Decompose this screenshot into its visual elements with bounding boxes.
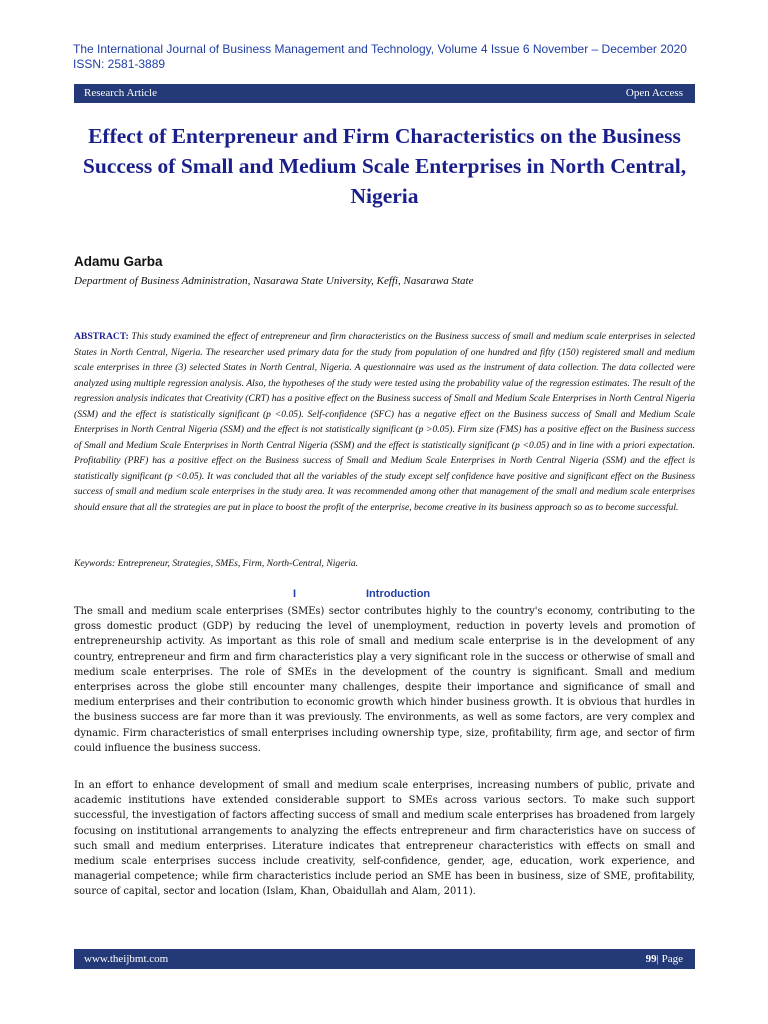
- page-footer: [74, 949, 695, 969]
- author-affiliation: Department of Business Administration, Nasarawa State University, Keffi, Nasarawa State: [74, 275, 474, 287]
- paper-title: Effect of Enterpreneur and Firm Characteristics on the Business Success of Small and Medium Scale Enterprises in North Central, Nigeria: [82, 124, 687, 208]
- journal-citation: The International Journal of Business Management and Technology, Volume 4 Issue 6 November – December 2020: [73, 42, 687, 56]
- section-number: I: [293, 588, 297, 600]
- article-type-bar: [74, 84, 695, 103]
- page-word: | Page: [656, 953, 683, 965]
- journal-header: [73, 42, 713, 72]
- body-paragraph: In an effort to enhance development of small and medium scale enterprises, increasing numbers of public, private and academic institutions have extended considerable support to SMEs across various sectors. To make such support successful, the investigation of factors affecting success of small and medium scale enterprises has broadened from largely focusing on institutional arrangements to analyzing the effects entrepreneur and firm characteristics have on success of such small and medium enterprises. Literature indicates that entrepreneur characteristics with effects on small and medium scale enterprises success include creativity, self-confidence, gender, age, education, work experience, and managerial competence; while firm characteristics include period an SME has been in business, size of SME, profitability, source of capital, sector and location (Islam, Khan, Obaidullah and Alam, 2011).: [74, 780, 695, 898]
- abstract-label: ABSTRACT:: [74, 331, 129, 342]
- website-link[interactable]: www.theijbmt.com: [84, 953, 169, 965]
- abstract-text: This study examined the effect of entrepreneur and firm characteristics on the Business success of small and medium scale enterprises in selected States in North Central, Nigeria. The researcher used primary data for the study from population of one hundred and fifty (150) registered small and medium scale enterprises in three (3) selected States in North Central, Nigeria. A questionnaire was used as the instrument of data collection. The data collected were analyzed using multiple regression analysis. Also, the hypotheses of the study were tested using the probability value of the regression estimates. The result of the regression analysis indicates that Creativity (CRT) has a positive effect on the Business success of Small and Medium Scale Enterprises in North Central Nigeria (SSM) and the effect is statistically significant (p <0.05). Self-confidence (SFC) has a negative effect on the Business success of Small and Medium Scale Enterprises in North Central Nigeria (SSM) and the effect is not statistically significant (p >0.05). Firm size (FMS) has a positive effect on the Business success of Small and Medium Scale Enterprises in North Central Nigeria (SSM) and the effect is statistically significant (p <0.05) and in line with a priori expectation. Profitability (PRF) has a positive effect on the Business success of Small and Medium Scale Enterprises in North Central Nigeria (SSM) and the effect is statistically significant (p <0.05). It was concluded that all the variables of the study except self confidence have positive and significant effect on the Business success of small and medium scale enterprises in the study area. It was recommended among other that management of the small and medium scale enterprises should ensure that all the strategies are put in place to boost the profit of the enterprise, become creative in its business approach so as to become successful.: [74, 331, 695, 514]
- keywords: Keywords: Entrepreneur, Strategies, SMEs, Firm, North-Central, Nigeria.: [74, 558, 359, 569]
- abstract: [74, 329, 695, 516]
- section-heading: Introduction: [366, 588, 431, 600]
- page-number: 99: [645, 953, 657, 965]
- body-paragraph: The small and medium scale enterprises (SMEs) sector contributes highly to the country's economy, contributing to the gross domestic product (GDP) by reducing the level of unemployment, reduction in poverty levels and promotion of entrepreneurship activity. As important as this role of small and medium scale enterprise is in the development of any country, entrepreneur and firm and firm characteristics play a very significant role in the success or otherwise of small and medium scale enterprises. The role of SMEs in the development of the country is significant. Small and medium enterprises across the globe still encounter many challenges, despite their importance and significance of small and medium enterprises and their contribution to economic growth which hinder business growth. It is obvious that hurdles in the business success are far more than it was previously. The environments, as well as some factors, are very complex and dynamic. Firm characteristics of small enterprises including ownership type, size, profitability, firm age, and sector of firm could influence the business success.: [74, 606, 695, 754]
- article-type: Research Article: [84, 87, 157, 99]
- issn: ISSN: 2581-3889: [73, 57, 166, 71]
- page-number-label: [646, 953, 683, 965]
- access-type: Open Access: [625, 87, 683, 99]
- author-name: Adamu Garba: [74, 254, 163, 269]
